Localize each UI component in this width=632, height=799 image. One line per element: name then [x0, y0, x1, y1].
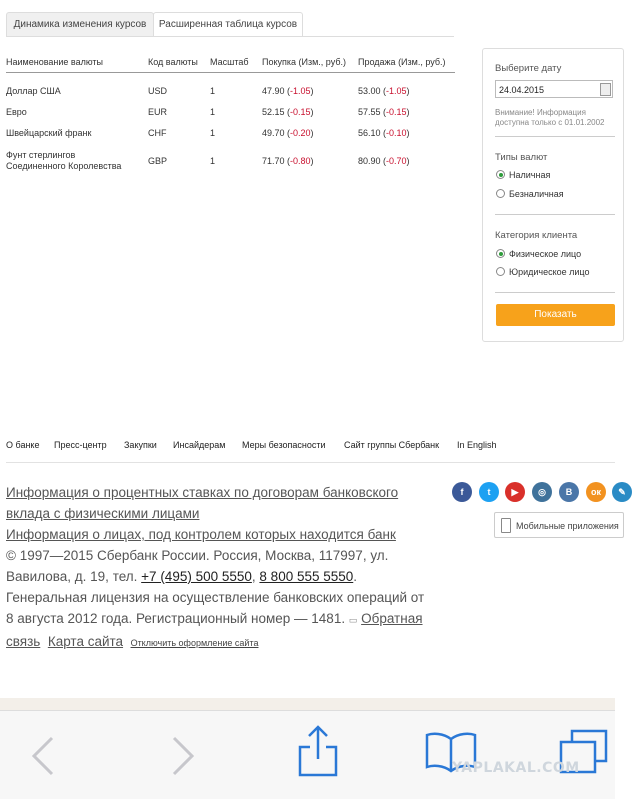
footer-link-english[interactable]: In English — [457, 440, 497, 450]
radio-legal-entity[interactable] — [496, 267, 505, 276]
livejournal-icon[interactable]: ✎ — [612, 482, 632, 502]
tab-rate-dynamics[interactable]: Динамика изменения курсов — [6, 12, 154, 36]
currency-code: GBP — [148, 156, 168, 166]
radio-cash[interactable] — [496, 170, 505, 179]
footer-link-security[interactable]: Меры безопасности — [242, 440, 326, 450]
currency-name: Фунт стерлингов Соединенного Королевства — [6, 150, 122, 171]
interest-rates-link[interactable]: Информация о процентных ставках по договорам банковского вклада с физическими лицами — [6, 485, 399, 521]
mobile-apps-button[interactable] — [494, 512, 624, 538]
date-label: Выберите дату — [495, 63, 562, 74]
currency-scale: 1 — [210, 86, 216, 96]
currency-types-label: Типы валют — [495, 152, 548, 163]
client-category-label: Категория клиента — [495, 230, 578, 241]
col-header-buy: Покупка (Изм., руб.) — [262, 57, 346, 67]
col-header-scale: Масштаб — [210, 57, 249, 67]
show-button[interactable]: Показать — [496, 304, 615, 326]
buy-rate: 49.70 (-0.20) — [262, 128, 314, 138]
radio-legal-entity-label: Юридическое лицо — [509, 267, 590, 277]
radio-noncash[interactable] — [496, 189, 505, 198]
browser-toolbar — [0, 710, 615, 799]
currency-scale: 1 — [210, 156, 216, 166]
col-header-sell: Продажа (Изм., руб.) — [358, 57, 446, 67]
currency-name: Доллар США — [6, 86, 61, 96]
panel-divider — [495, 214, 615, 215]
facebook-icon[interactable]: f — [452, 482, 472, 502]
currency-scale: 1 — [210, 107, 216, 117]
table-header-divider — [6, 72, 455, 73]
footer-link-about[interactable]: О банке — [6, 440, 40, 450]
date-input[interactable]: 24.04.2015 — [495, 80, 613, 98]
radio-individual-label: Физическое лицо — [509, 249, 582, 259]
buy-rate: 47.90 (-1.05) — [262, 86, 314, 96]
currency-code: EUR — [148, 107, 168, 117]
comma: , — [251, 569, 256, 584]
sell-rate: 53.00 (-1.05) — [358, 86, 410, 96]
buy-rate: 52.15 (-0.15) — [262, 107, 314, 117]
phone-link-hotline[interactable]: 8 800 555 5550 — [259, 569, 354, 584]
watermark: YAPLAKAL.COM — [452, 760, 580, 776]
sitemap-link[interactable]: Карта сайта — [47, 634, 124, 649]
currency-name: Евро — [6, 107, 27, 117]
currency-code: CHF — [148, 128, 167, 138]
back-icon[interactable] — [30, 735, 56, 777]
license-text: . Генеральная лицензия на осуществление банковских операций от 8 августа 2012 года. Регистрационный номер — 1481. — [6, 569, 425, 626]
footer-divider — [6, 462, 615, 463]
buy-rate: 71.70 (-0.80) — [262, 156, 314, 166]
col-header-currency-name: Наименование валюты — [6, 57, 103, 67]
phone-link-moscow[interactable]: +7 (495) 500 5550 — [141, 569, 252, 584]
currency-scale: 1 — [210, 128, 216, 138]
phone-icon — [501, 518, 511, 533]
panel-divider — [495, 292, 615, 293]
share-icon[interactable] — [298, 725, 338, 779]
footer-link-press[interactable]: Пресс-центр — [54, 440, 107, 450]
control-persons-link[interactable]: Информация о лицах, под контролем которых находится банк — [6, 527, 396, 542]
footer-link-group-site[interactable]: Сайт группы Сбербанк — [344, 440, 440, 450]
panel-divider — [495, 136, 615, 137]
date-note: Внимание! Информация доступна только с 01.01.2002 — [495, 108, 605, 127]
footer-link-procurement[interactable]: Закупки — [124, 440, 157, 450]
instagram-icon[interactable]: ◎ — [532, 482, 552, 502]
radio-individual[interactable] — [496, 249, 505, 258]
mobile-apps-label: Мобильные приложения — [516, 521, 619, 531]
currency-code: USD — [148, 86, 168, 96]
copyright-text: © 1997—2015 Сбербанк России. Россия, Москва, 117997, ул. Вавилова, д. 19, тел. — [6, 548, 389, 584]
currency-name: Швейцарский франк — [6, 128, 92, 138]
calendar-icon[interactable] — [600, 83, 611, 96]
feedback-icon: ▭ — [348, 615, 358, 625]
tab-extended-rate-table[interactable]: Расширенная таблица курсов — [153, 12, 303, 36]
odnoklassniki-icon[interactable]: ок — [586, 482, 606, 502]
page-bottom-strip — [0, 698, 615, 710]
sell-rate: 80.90 (-0.70) — [358, 156, 410, 166]
footer-link-insiders[interactable]: Инсайдерам — [173, 440, 226, 450]
col-header-code: Код валюты — [148, 57, 198, 67]
disable-styles-link[interactable]: Отключить оформление сайта — [130, 638, 259, 648]
vk-icon[interactable]: В — [559, 482, 579, 502]
sell-rate: 57.55 (-0.15) — [358, 107, 410, 117]
forward-icon[interactable] — [170, 735, 196, 777]
feedback-link[interactable]: Обратная связь — [6, 611, 423, 649]
sell-rate: 56.10 (-0.10) — [358, 128, 410, 138]
tab-divider — [6, 36, 454, 37]
radio-noncash-label: Безналичная — [509, 189, 564, 199]
radio-cash-label: Наличная — [509, 170, 551, 180]
footer-info — [6, 482, 426, 654]
youtube-icon[interactable]: ▶ — [505, 482, 525, 502]
twitter-icon[interactable]: t — [479, 482, 499, 502]
